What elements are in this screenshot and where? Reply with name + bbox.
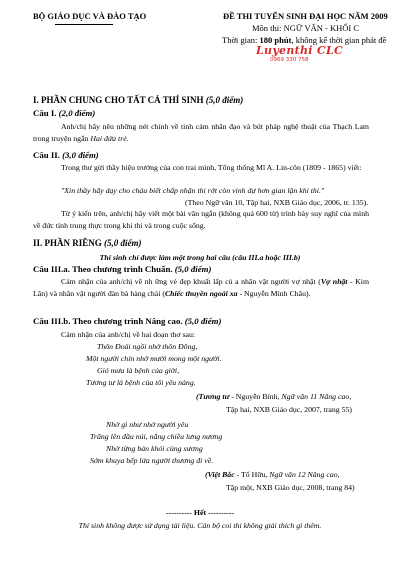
poem-2-source-details: Tập một, NXB Giáo dục, 2008, trang 84) [226,483,355,492]
watermark-phone: 0969 330 758 [270,57,309,63]
poem-1-source-details: Tập hai, NXB Giáo dục, 2007, trang 55) [226,405,353,414]
question-3b-label: Câu III.b. Theo chương trình Nâng cao. (5,0 điểm) [33,316,222,326]
lincoln-quote: "Xin thầy hãy dạy cho cháu biết chấp nhận thi rớt còn vinh dự hơn gian lận khi thi." [61,186,325,195]
poem-1-line: Một người chín nhớ mười mong một người. [86,354,222,363]
question-3a-label: Câu III.a. Theo chương trình Chuẩn. (5,0 điểm) [33,264,212,274]
poem-2-line: Nhớ từng bản khói cùng sương [106,444,203,453]
question-1-label: Câu I. (2,0 điểm) [33,108,96,118]
exam-note: Thí sinh không được sử dụng tài liệu. Cán bộ coi thi không giải thích gì thêm. [78,521,322,530]
ministry-name: BỘ GIÁO DỤC VÀ ĐÀO TẠO [33,11,147,21]
poem-1-line: Tương tư là bệnh của tôi yêu nàng. [86,378,196,387]
end-mark: ---------- Hết ---------- [166,508,234,517]
poem-1-source: (Tương tư - Nguyễn Bính, Ngữ văn 11 Nâng cao, [196,392,352,401]
poem-2-source: (Việt Bắc - Tố Hữu, Ngữ văn 12 Nâng cao, [205,470,340,479]
question-3a-text: Cảm nhận của anh/chị về nh ững vẻ đẹp khuất lấp củ a nhân vật người vợ nhặt (Vợ nhặt - Kim Lân) và nhân vật người đàn bà hàng chài (Chiếc thuyền ngoài xa - Nguyễn Minh Châu). [33,277,370,298]
watermark-logo: Luyenthi CLC [256,44,344,57]
exam-subject: Môn thi: NGỮ VĂN - KHỐI C [252,23,360,33]
question-2-intro: Trong thư gửi thầy hiệu trưởng của con trai mình, Tổng thống Mĩ A. Lin-côn (1809 - 1865) viết: [61,163,362,172]
poem-2-line: Trăng lên đầu núi, nắng chiều lưng nương [90,432,223,441]
poem-1-line: Gió mưa là bệnh của giời, [97,366,180,375]
ministry-underline [55,24,113,25]
poem-2-line: Nhớ gì như nhớ người yêu [106,420,189,429]
section-2-instruction: Thí sinh chỉ được làm một trong hai câu (câu III.a hoặc III.b) [99,253,301,262]
poem-2-line: Sớm khuya bếp lửa người thương đi về. [90,456,214,465]
section-2-heading: II. PHẦN RIÊNG (5,0 điểm) [33,238,142,248]
quote-source: (Theo Ngữ văn 10, Tập hai, NXB Giáo dục, 2006, tr. 135). [185,198,369,207]
question-3b-intro: Cảm nhận của anh/chị về hai đoạn thơ sau: [61,330,196,339]
poem-1-line: Thôn Đoài ngồi nhớ thôn Đông, [97,342,198,351]
question-2-label: Câu II. (3,0 điểm) [33,150,99,160]
section-1-heading: I. PHẦN CHUNG CHO TẤT CẢ THÍ SINH (5,0 điểm) [33,95,244,105]
question-1-text: Anh/chị hãy nêu những nét chính về tinh cảm nhân đạo và bút pháp nghệ thuật của Thạch Lam trong truyện ngắn Hai đứa trẻ. [33,122,369,143]
exam-title: ĐỀ THI TUYỂN SINH ĐẠI HỌC NĂM 2009 [223,11,388,21]
exam-duration: Thời gian: 180 phút, không kể thời gian phát đề [222,35,387,45]
question-2-task: Từ ý kiến trên, anh/chị hãy viết một bài văn ngắn (không quá 600 từ) trình bày suy nghĩ của mình về đức tính trung thực trong khi thi và trong cuộc sống. [33,209,369,230]
